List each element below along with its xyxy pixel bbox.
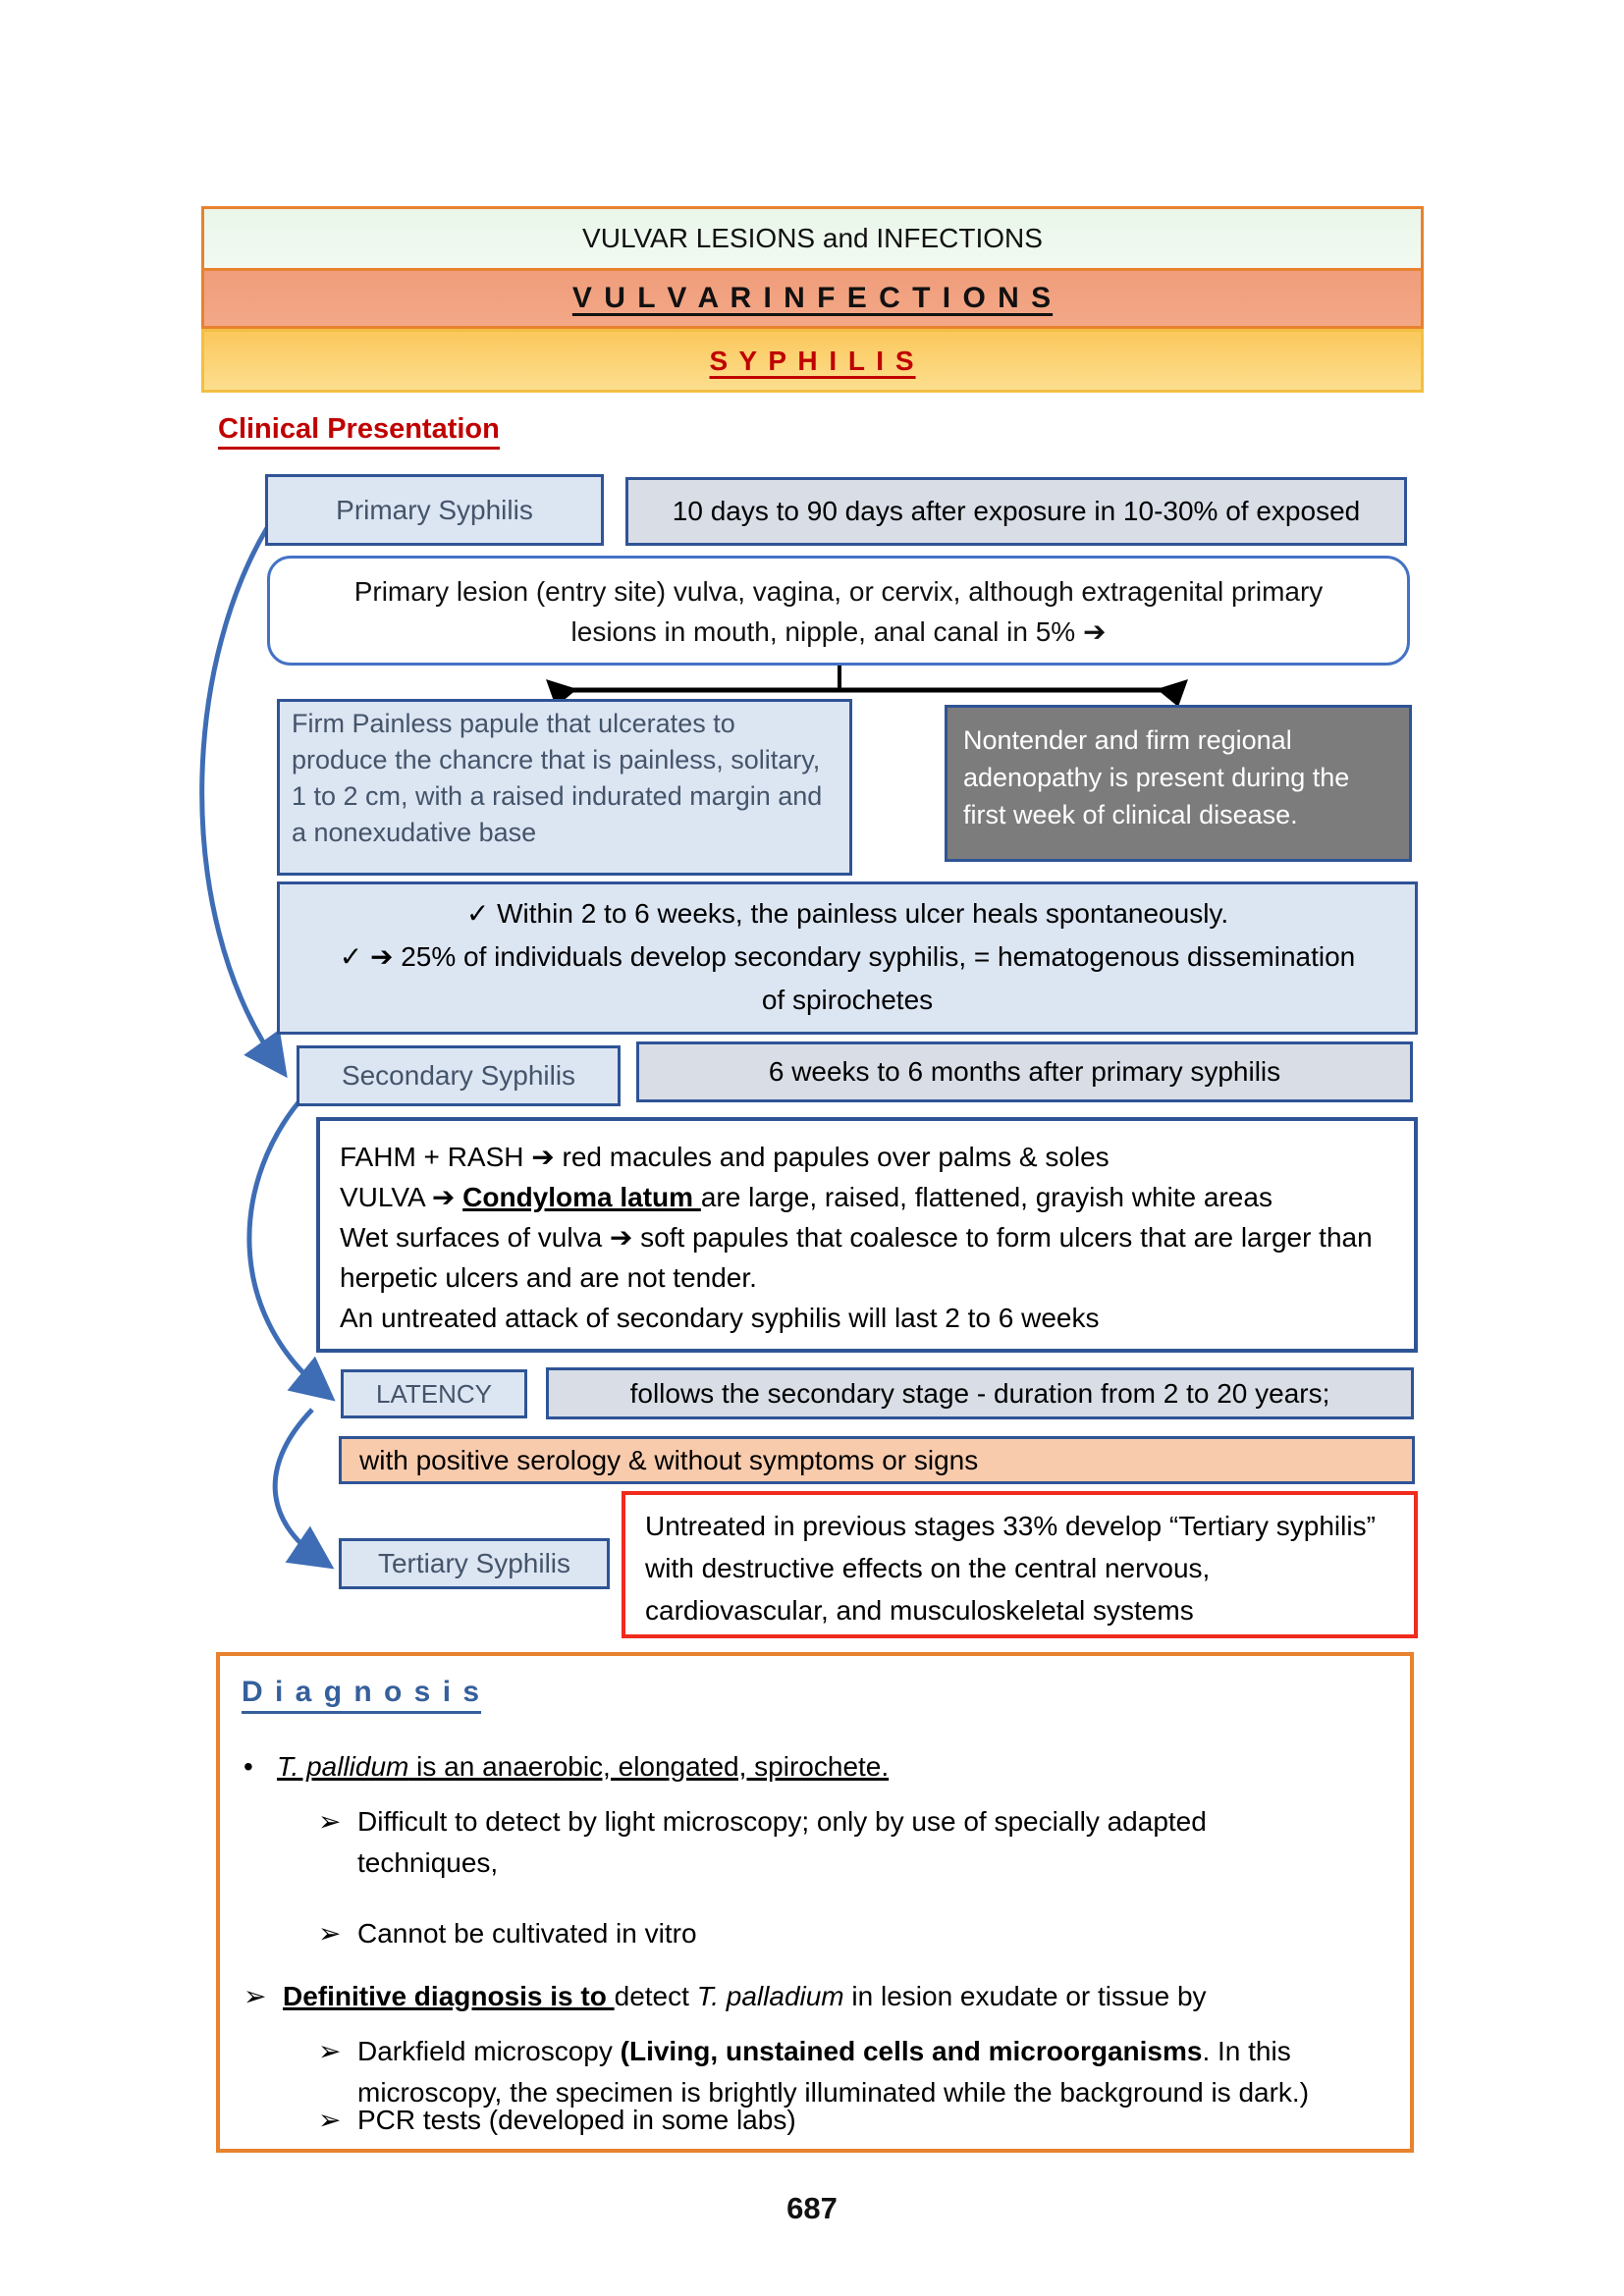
diagnosis-sub-pcr (318, 2100, 796, 2141)
primary-lesion-box (267, 556, 1410, 666)
header-lesions-infections (201, 206, 1424, 271)
primary-lesion-line1: Primary lesion (entry site) vulva, vagina, or cervix, although extragenital primary (353, 576, 1324, 607)
healing-line3: of spirochetes (761, 985, 934, 1015)
diagnosis-sub-in-vitro (318, 1913, 697, 1954)
header-syphilis (201, 329, 1424, 393)
diagnosis-item-pallidum (244, 1746, 889, 1788)
page-number: 687 (786, 2191, 838, 2225)
bullet-icon: • (244, 1751, 253, 1782)
clinical-presentation-title: Clinical Presentation (218, 413, 500, 450)
definitive-mid: detect (614, 1981, 697, 2011)
secondary-findings-box (316, 1117, 1418, 1353)
findings-line2-prefix: VULVA ➔ (340, 1182, 463, 1212)
healing-line1: ✓ Within 2 to 6 weeks, the painless ulcer heals spontaneously. (465, 898, 1229, 929)
arrowhead-bullet-icon: ➢ (244, 1981, 267, 2011)
findings-line1: FAHM + RASH ➔ red macules and papules over palms & soles (340, 1142, 1110, 1172)
healing-box (277, 881, 1418, 1035)
header-line3-text: S Y P H I L I S (709, 345, 916, 376)
sub1-text: Difficult to detect by light microscopy; only by use of specially adapted techniques, (357, 1806, 1207, 1878)
header-vulvar-infections (201, 271, 1424, 329)
diagnosis-title: D i a g n o s i s (242, 1676, 481, 1714)
adenopathy-box: Nontender and firm regional adenopathy is present during the first week of clinical disease. (945, 705, 1412, 862)
arrow-secondary-to-latency (249, 1095, 324, 1392)
darkfield-prefix: Darkfield microscopy (357, 2036, 621, 2066)
diagnosis-sub-light-microscopy (318, 1801, 1349, 1884)
secondary-syphilis-label: Secondary Syphilis (297, 1045, 621, 1106)
findings-line2 (340, 1177, 1394, 1217)
arrowhead-bullet-icon: ➢ (318, 1806, 342, 1837)
primary-lesion-line2: lesions in mouth, nipple, anal canal in 5% ➔ (570, 616, 1107, 647)
arrowhead-bullet-icon: ➢ (318, 2105, 342, 2135)
findings-line4: An untreated attack of secondary syphilis will last 2 to 6 weeks (340, 1303, 1100, 1333)
healing-line2: ✓ ➔ 25% of individuals develop secondary syphilis, = hematogenous dissemination (339, 941, 1356, 972)
secondary-timing-box: 6 weeks to 6 months after primary syphilis (636, 1041, 1413, 1102)
darkfield-rest: . In this microscopy, the specimen is brightly illuminated while the background is dark.) (357, 2036, 1310, 2108)
latency-timing-box: follows the secondary stage - duration from 2 to 20 years; (546, 1367, 1414, 1419)
tertiary-description-box: Untreated in previous stages 33% develop “Tertiary syphilis” with destructive effects on the central nervous, cardiovascular, and musculoskeletal systems (622, 1491, 1418, 1638)
header-line2-text: V U L V A R I N F E C T I O N S (571, 282, 1054, 314)
sub2-text: Cannot be cultivated in vitro (357, 1918, 697, 1949)
t-palladium-italic: T. palladium (696, 1981, 844, 2011)
condyloma-latum-term: Condyloma latum (462, 1182, 701, 1212)
pcr-text: PCR tests (developed in some labs) (357, 2105, 796, 2135)
primary-timing-box: 10 days to 90 days after exposure in 10-30% of exposed (625, 477, 1407, 546)
findings-line2-rest: are large, raised, flattened, grayish white areas (700, 1182, 1272, 1212)
primary-syphilis-label: Primary Syphilis (265, 474, 604, 546)
t-pallidum-italic: T. pallidum (277, 1751, 409, 1782)
arrowhead-bullet-icon: ➢ (318, 1918, 342, 1949)
definitive-bold: Definitive diagnosis is to (283, 1981, 615, 2011)
arrow-latency-to-tertiary (275, 1410, 322, 1561)
diagnosis-section (216, 1652, 1414, 2153)
findings-line3: Wet surfaces of vulva ➔ soft papules that coalesce to form ulcers that are larger than herpetic ulcers and are not tender. (340, 1222, 1373, 1293)
tertiary-syphilis-label: Tertiary Syphilis (339, 1538, 610, 1589)
arrowhead-bullet-icon: ➢ (318, 2036, 342, 2066)
latency-label: LATENCY (341, 1369, 527, 1418)
chancre-description-box: Firm Painless papule that ulcerates to produce the chancre that is painless, solitary, 1 to 2 cm, with a raised indurated margin and a nonexudative base (277, 699, 852, 876)
diagnosis-item-definitive (244, 1976, 1207, 2017)
definitive-rest: in lesion exudate or tissue by (843, 1981, 1207, 2011)
darkfield-bold: (Living, unstained cells and microorganisms (620, 2036, 1203, 2066)
pallidum-rest: is an anaerobic, elongated, spirochete. (408, 1751, 890, 1782)
header-line1-text: VULVAR LESIONS and INFECTIONS (582, 223, 1043, 253)
latency-serology-box: with positive serology & without symptoms or signs (339, 1436, 1415, 1484)
